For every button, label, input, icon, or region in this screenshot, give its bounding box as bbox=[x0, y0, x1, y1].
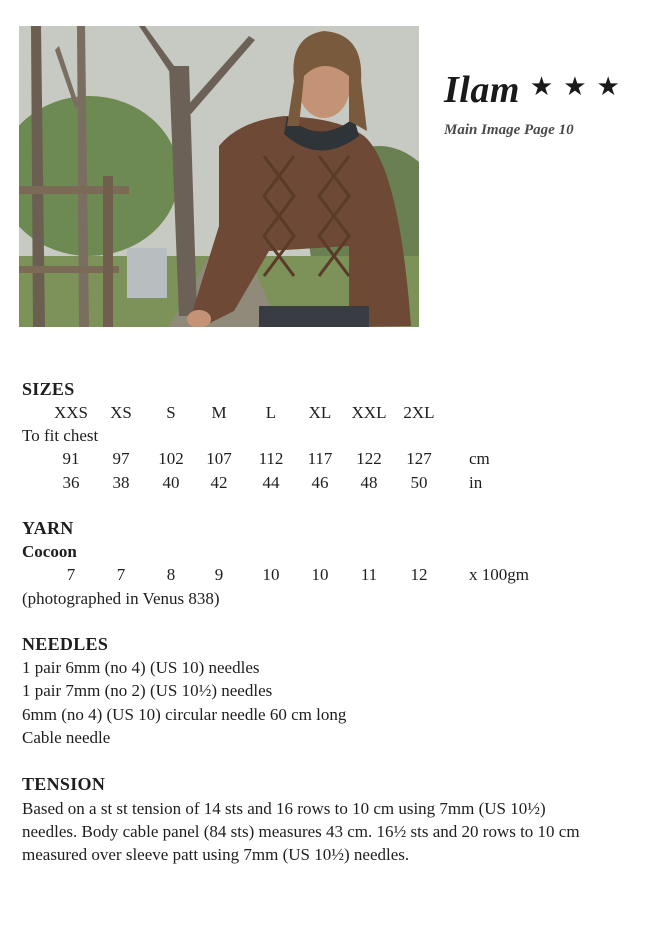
pattern-title: Ilam bbox=[444, 69, 520, 111]
needle-item: 1 pair 7mm (no 2) (US 10½) needles bbox=[22, 681, 273, 700]
yarn-quantity: 10 bbox=[262, 565, 280, 584]
chest-in-value: 38 bbox=[112, 473, 130, 492]
chest-in-value: 48 bbox=[360, 473, 378, 492]
page-reference: Main Image Page 10 bbox=[444, 122, 574, 138]
chest-in-value: 50 bbox=[410, 473, 428, 492]
star-icon: ★ bbox=[529, 72, 554, 101]
title-block bbox=[444, 68, 630, 139]
size-label: 2XL bbox=[403, 403, 435, 422]
tension-text: Based on a st st tension of 14 sts and 16 rows to 10 cm using 7mm (US 10½) needles. Body cable panel (84 sts) measures 43 cm. 16½ sts and 20 rows to 10 cm measured over sleeve patt using 7mm (US 10½) needles. bbox=[22, 799, 580, 864]
needle-item: 6mm (no 4) (US 10) circular needle 60 cm long bbox=[22, 705, 347, 724]
yarn-quantity: 10 bbox=[311, 565, 329, 584]
sizes-heading: SIZES bbox=[22, 379, 75, 399]
size-label: L bbox=[265, 403, 277, 422]
chest-cm-value: 122 bbox=[356, 449, 382, 468]
chest-cm-value: 97 bbox=[112, 449, 130, 468]
yarn-quantity: 12 bbox=[410, 565, 428, 584]
chest-cm-value: 127 bbox=[406, 449, 432, 468]
chest-cm-value: 102 bbox=[158, 449, 184, 468]
main-photo bbox=[19, 26, 419, 327]
needles-heading: NEEDLES bbox=[22, 634, 109, 654]
sweater-photo-illustration bbox=[19, 26, 419, 327]
star-icon: ★ bbox=[563, 72, 587, 101]
difficulty-rating bbox=[530, 72, 630, 102]
yarn-quantity: 8 bbox=[166, 565, 176, 584]
needle-item: 1 pair 6mm (no 4) (US 10) needles bbox=[22, 658, 260, 677]
yarn-quantity: 7 bbox=[116, 565, 126, 584]
size-label: XL bbox=[308, 403, 332, 422]
yarn-name: Cocoon bbox=[22, 542, 77, 561]
chest-cm-value: 107 bbox=[206, 449, 232, 468]
chest-label: To fit chest bbox=[22, 426, 99, 445]
size-label: M bbox=[211, 403, 227, 422]
star-icon: ★ bbox=[596, 72, 620, 101]
yarn-unit: x 100gm bbox=[469, 565, 529, 584]
yarn-quantity: 7 bbox=[66, 565, 76, 584]
chest-cm-value: 112 bbox=[258, 449, 284, 468]
chest-in-value: 36 bbox=[62, 473, 80, 492]
size-label: XXL bbox=[351, 403, 387, 422]
tension-heading: TENSION bbox=[22, 774, 106, 794]
yarn-heading: YARN bbox=[22, 518, 74, 538]
cm-unit: cm bbox=[469, 449, 490, 468]
yarn-quantity: 11 bbox=[360, 565, 378, 584]
in-unit: in bbox=[469, 473, 483, 492]
size-label: S bbox=[166, 403, 176, 422]
size-label: XXS bbox=[53, 403, 88, 422]
yarn-quantity: 9 bbox=[214, 565, 224, 584]
chest-in-value: 40 bbox=[162, 473, 180, 492]
needle-item: Cable needle bbox=[22, 728, 111, 747]
chest-cm-value: 117 bbox=[307, 449, 333, 468]
chest-in-value: 44 bbox=[262, 473, 280, 492]
chest-in-value: 46 bbox=[311, 473, 329, 492]
size-label: XS bbox=[110, 403, 132, 422]
chest-cm-value: 91 bbox=[62, 449, 80, 468]
yarn-note: (photographed in Venus 838) bbox=[22, 589, 220, 608]
chest-in-value: 42 bbox=[210, 473, 228, 492]
